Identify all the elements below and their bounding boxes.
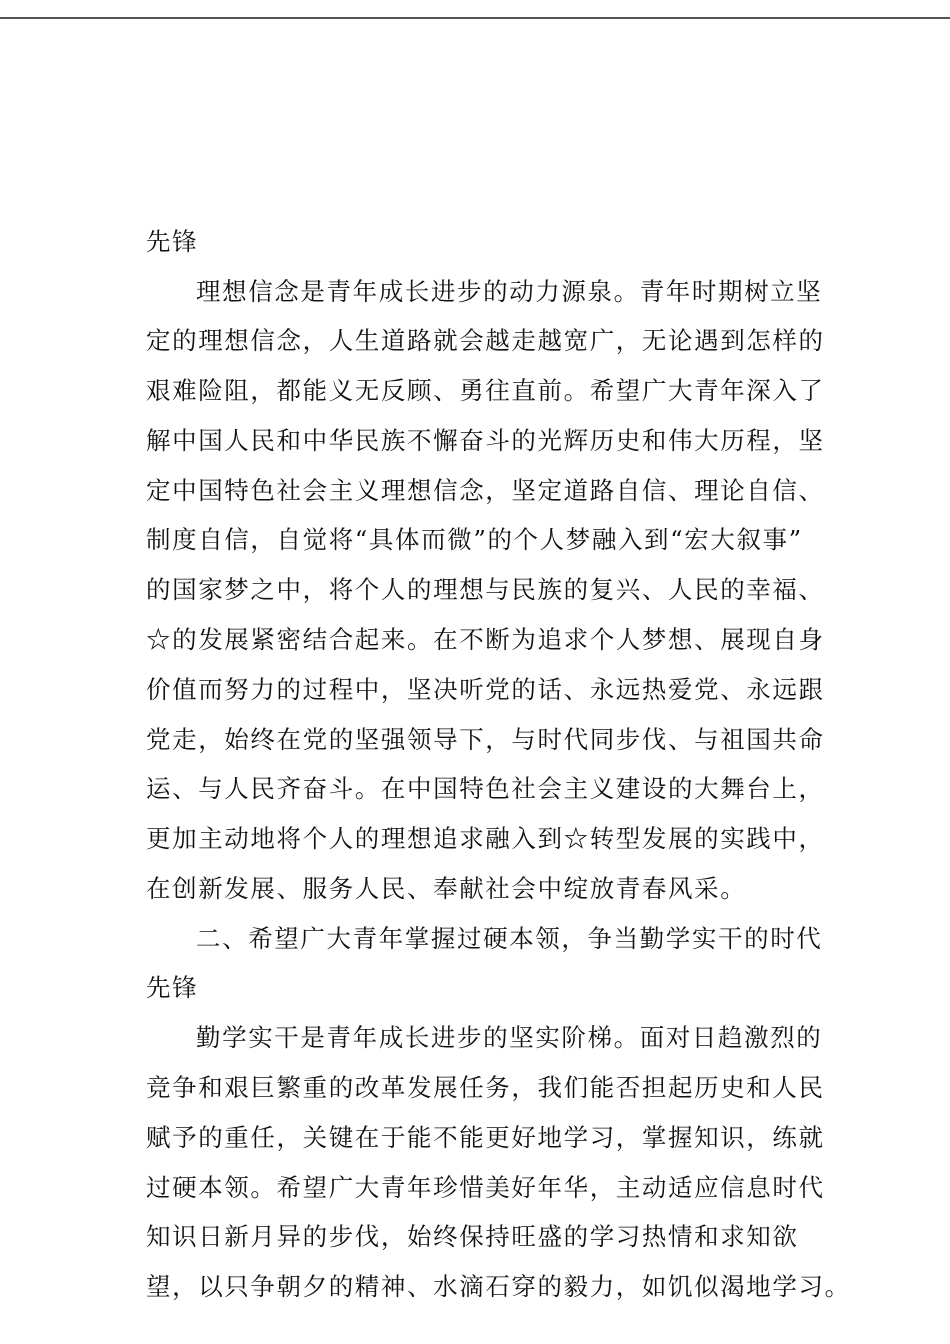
- text-line: 过硬本领。希望广大青年珍惜美好年华，主动适应信息时代: [146, 1173, 825, 1202]
- text-line: 先锋: [146, 227, 199, 256]
- text-line: 的国家梦之中，将个人的理想与民族的复兴、人民的幸福、: [146, 575, 825, 604]
- paragraph-first-line: 理想信念是青年成长进步的动力源泉。青年时期树立坚: [196, 277, 823, 306]
- section-heading: 二、希望广大青年掌握过硬本领，争当勤学实干的时代: [196, 924, 823, 953]
- paragraph-first-line: 勤学实干是青年成长进步的坚实阶梯。面对日趋激烈的: [196, 1023, 823, 1052]
- text-line: 制度自信，自觉将“具体而微”的个人梦融入到“宏大叙事”: [146, 525, 803, 554]
- text-line: 赋予的重任，关键在于能不能更好地学习，掌握知识，练就: [146, 1123, 825, 1152]
- text-line: 党走，始终在党的坚强领导下，与时代同步伐、与祖国共命: [146, 725, 825, 754]
- text-line: 艰难险阻，都能义无反顾、勇往直前。希望广大青年深入了: [146, 376, 825, 405]
- section-heading-continuation: 先锋: [146, 973, 199, 1002]
- text-line: 在创新发展、服务人民、奉献社会中绽放青春风采。: [146, 874, 747, 903]
- text-line: 定的理想信念，人生道路就会越走越宽广，无论遇到怎样的: [146, 326, 825, 355]
- text-line: 价值而努力的过程中，坚决听党的话、永远热爱党、永远跟: [146, 675, 825, 704]
- text-line: 解中国人民和中华民族不懈奋斗的光辉历史和伟大历程，坚: [146, 426, 825, 455]
- text-line: 定中国特色社会主义理想信念，坚定道路自信、理论自信、: [146, 476, 825, 505]
- text-line: 更加主动地将个人的理想追求融入到☆转型发展的实践中，: [146, 824, 825, 853]
- text-line: 望，以只争朝夕的精神、水滴石穿的毅力，如饥似渴地学习。: [146, 1272, 851, 1301]
- text-line: 运、与人民齐奋斗。在中国特色社会主义建设的大舞台上，: [146, 774, 825, 803]
- text-line: 竞争和艰巨繁重的改革发展任务，我们能否担起历史和人民: [146, 1073, 825, 1102]
- text-line: ☆的发展紧密结合起来。在不断为追求个人梦想、展现自身: [146, 625, 825, 654]
- text-line: 知识日新月异的步伐，始终保持旺盛的学习热情和求知欲: [146, 1222, 799, 1251]
